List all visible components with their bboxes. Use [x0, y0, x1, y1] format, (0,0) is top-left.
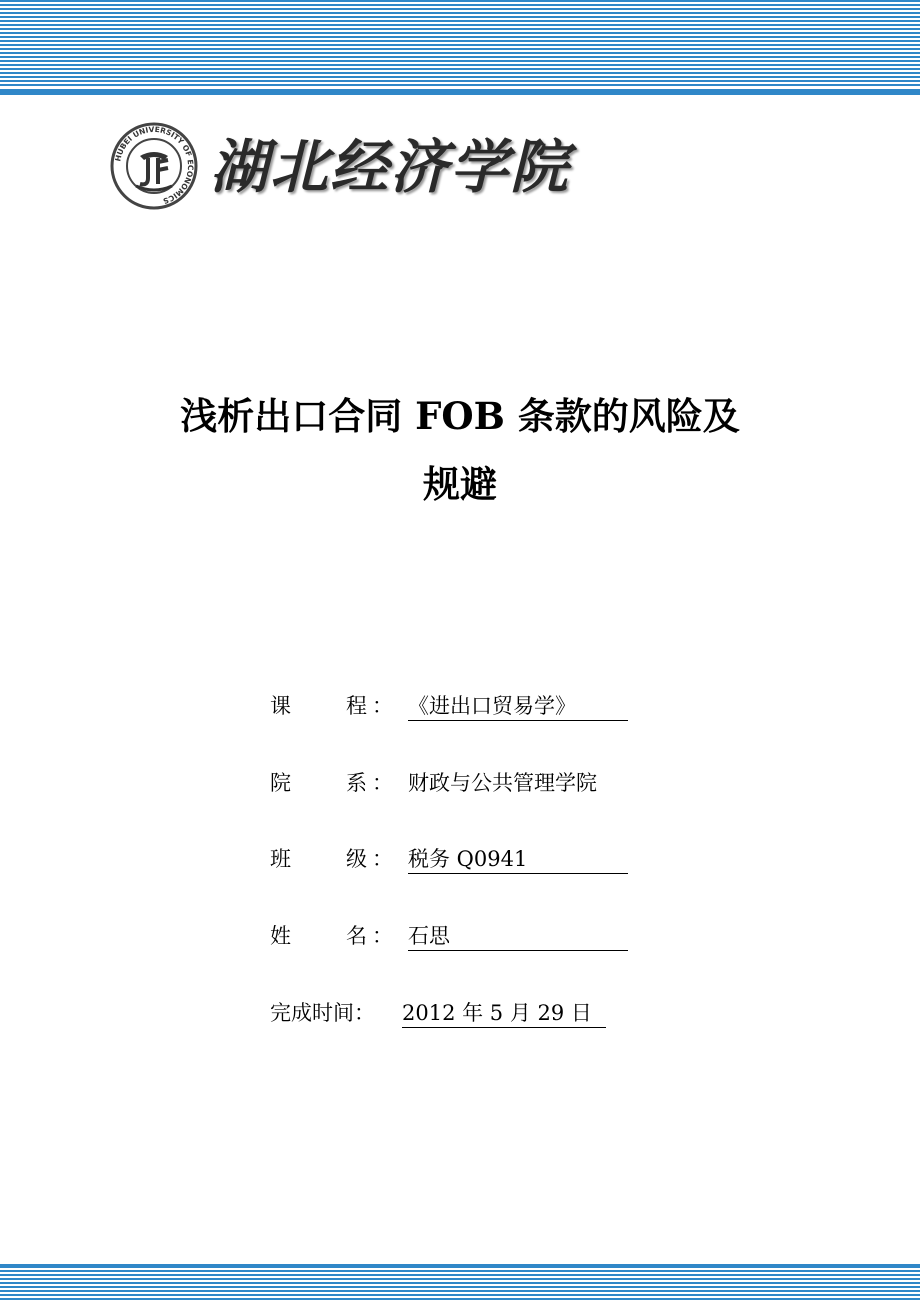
department-label-colon: ： — [372, 771, 393, 795]
course-label-char-2: 程 — [346, 694, 367, 718]
class-label-char-2: 级 — [346, 847, 367, 871]
class-label-colon: ： — [372, 847, 393, 871]
course-label-colon: ： — [372, 694, 393, 718]
class-label-char-1: 班 — [270, 847, 291, 871]
name-label-char-2: 名 — [346, 924, 367, 948]
top-band-rule — [0, 89, 920, 95]
name-label-char-1: 姓 — [270, 924, 291, 948]
department-label-char-2: 系 — [346, 771, 367, 795]
university-seal-icon — [110, 122, 198, 210]
bottom-decorative-band — [0, 1266, 920, 1302]
class-value: 税务 Q0941 — [408, 843, 628, 874]
title-line-2: 规避 — [423, 462, 497, 506]
seal-ring-text: HUBEI UNIVERSITY OF ECONOMICS — [113, 124, 196, 206]
course-label-char-1: 课 — [270, 694, 291, 718]
department-value: 财政与公共管理学院 — [408, 771, 597, 795]
name-label-colon: ： — [372, 924, 393, 948]
document-title — [100, 382, 820, 518]
department-label-char-1: 院 — [270, 771, 291, 795]
university-name-logotype: 湖北经济学院 — [210, 133, 571, 201]
completion-time-label: 完成时间： — [270, 1001, 375, 1025]
course-value: 《进出口贸易学》 — [408, 690, 628, 721]
name-value: 石思 — [408, 920, 628, 951]
title-line-1: 浅析出口合同 FOB 条款的风险及 — [180, 394, 740, 438]
top-decorative-band — [0, 0, 920, 88]
completion-time-value: 2012 年 5 月 29 日 — [402, 997, 606, 1028]
university-logo — [110, 122, 571, 212]
